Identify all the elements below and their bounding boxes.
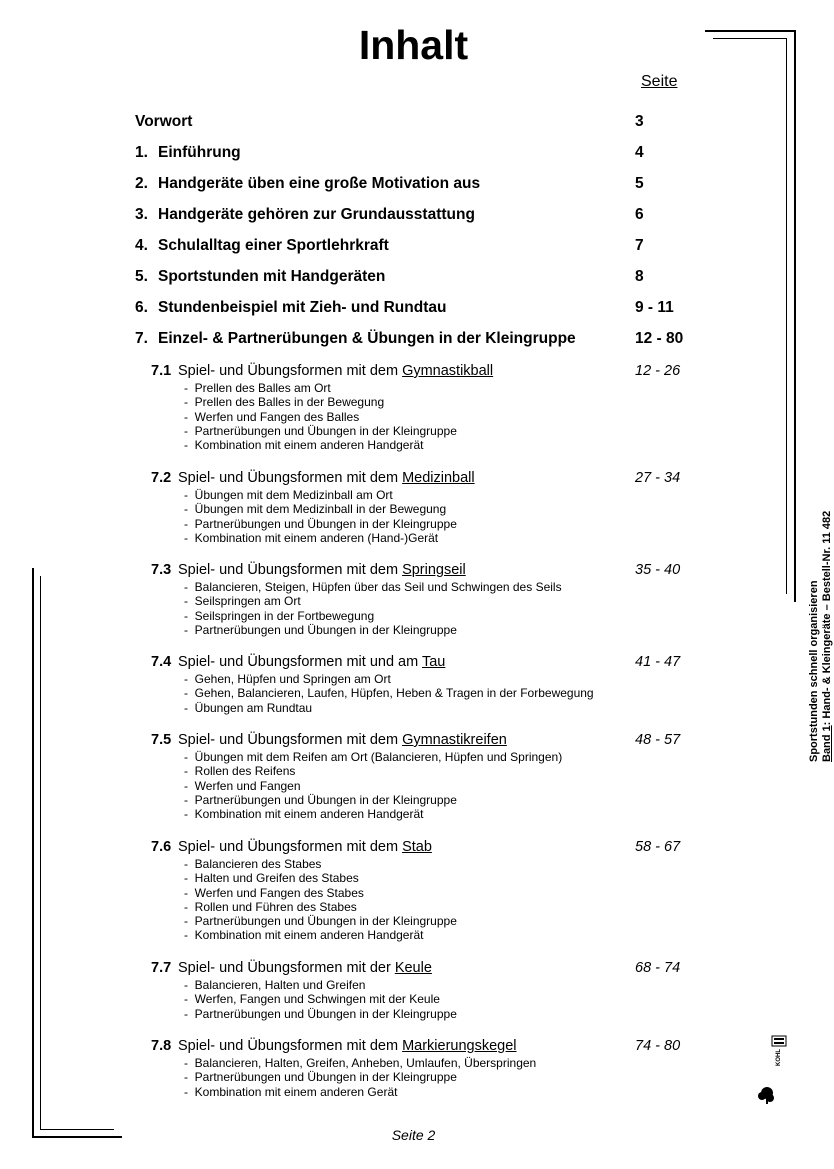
toc-entry-number: 2.: [135, 175, 148, 192]
toc-section-prefix: Spiel- und Übungsformen mit dem: [178, 562, 403, 578]
toc-section-heading: [151, 653, 711, 672]
toc-entry-page: 8: [635, 268, 644, 285]
toc-section: [151, 959, 711, 1021]
toc-section-items: [184, 750, 711, 821]
toc-section-heading: [151, 469, 711, 488]
toc-section-items: [184, 672, 711, 715]
volume-rest: : Hand- & Kleingeräte – Bestell-Nr. 11 482: [821, 510, 833, 726]
toc-subitem: - Seilspringen in der Fortbewegung: [184, 609, 711, 623]
toc-section-topic: Medizinball: [402, 470, 475, 486]
toc-subitem: - Übungen mit dem Reifen am Ort (Balancieren, Hüpfen und Springen): [184, 750, 711, 764]
toc-section-items: [184, 381, 711, 452]
toc-section-number: 7.1: [151, 363, 172, 379]
toc-subitem: - Werfen und Fangen des Stabes: [184, 886, 711, 900]
toc-section-prefix: Spiel- und Übungsformen mit dem: [178, 470, 403, 486]
toc-subitem: - Werfen, Fangen und Schwingen mit der Keule: [184, 992, 711, 1006]
toc-entry: [135, 236, 695, 256]
toc-entry: [135, 174, 695, 194]
frame-line: [786, 38, 787, 594]
toc-subitem: - Übungen mit dem Medizinball am Ort: [184, 488, 711, 502]
toc-entry-page: 6: [635, 206, 644, 223]
toc-section-number: 7.4: [151, 654, 172, 670]
toc-section-topic: Markierungskegel: [402, 1038, 517, 1054]
series-title: Sportstunden schnell organisieren: [808, 580, 820, 762]
toc-subitem: - Kombination mit einem anderen Handgerät: [184, 438, 711, 452]
toc-subitem: - Gehen, Balancieren, Laufen, Hüpfen, Heben & Tragen in der Forbewegung: [184, 686, 711, 700]
volume-label: Band 1: [821, 725, 833, 762]
toc-section-heading: [151, 362, 711, 381]
frame-line: [40, 576, 41, 1130]
toc-entry-page: 12 - 80: [635, 330, 684, 347]
toc-entry: [135, 329, 695, 349]
page-column-header: Seite: [641, 73, 678, 90]
publisher-sidebar: [808, 511, 834, 762]
toc-section-page: 27 - 34: [635, 470, 681, 486]
toc-entry-number: 1.: [135, 144, 148, 161]
toc-section-heading: [151, 561, 711, 580]
volume-info: [821, 511, 834, 762]
toc-subitem: - Kombination mit einem anderen Handgerät: [184, 928, 711, 942]
toc-entry: [135, 143, 695, 163]
toc-section-topic: Tau: [421, 654, 446, 670]
toc-section-number: 7.3: [151, 562, 172, 578]
toc-entry-number: 3.: [135, 206, 148, 223]
toc-entry-label: Einführung: [158, 144, 241, 161]
toc-subitem: - Werfen und Fangen: [184, 779, 711, 793]
toc-entry-page: 5: [635, 175, 644, 192]
toc-entry-page: 3: [635, 113, 644, 130]
toc-entry-label: Sportstunden mit Handgeräten: [158, 268, 386, 285]
toc-entry-label: Handgeräte gehören zur Grundausstattung: [158, 206, 475, 223]
toc-subitem: - Balancieren, Steigen, Hüpfen über das Seil und Schwingen des Seils: [184, 580, 711, 594]
toc-subitem: - Partnerübungen und Übungen in der Kleingruppe: [184, 623, 711, 637]
toc-entry: [135, 267, 695, 287]
toc-section-number: 7.6: [151, 839, 172, 855]
toc-entry-page: 4: [635, 144, 644, 161]
toc-section-items: [184, 857, 711, 943]
toc-entry-label: Vorwort: [135, 113, 193, 130]
toc-section-number: 7.2: [151, 470, 172, 486]
toc-section-page: 58 - 67: [635, 839, 681, 855]
toc-section-items: [184, 1056, 711, 1099]
toc-subitem: - Gehen, Hüpfen und Springen am Ort: [184, 672, 711, 686]
toc-subitem: - Kombination mit einem anderen Handgerät: [184, 807, 711, 821]
toc-subitem: - Partnerübungen und Übungen in der Kleingruppe: [184, 793, 711, 807]
frame-line: [794, 30, 796, 602]
toc-entry-page: 7: [635, 237, 644, 254]
toc-section: [151, 561, 711, 637]
toc-section-heading: [151, 1037, 711, 1056]
toc-section-heading: [151, 838, 711, 857]
toc-section-number: 7.5: [151, 732, 172, 748]
page-title: Inhalt: [358, 22, 469, 68]
toc-section-topic: Stab: [402, 839, 432, 855]
toc-section-page: 12 - 26: [635, 363, 681, 379]
toc-subitem: - Partnerübungen und Übungen in der Kleingruppe: [184, 517, 711, 531]
toc-section-page: 68 - 74: [635, 960, 681, 976]
toc-section-topic: Gymnastikball: [402, 363, 494, 379]
page-footer: Seite 2: [391, 1127, 436, 1143]
toc-entry-number: 4.: [135, 237, 148, 254]
toc-subitem: - Kombination mit einem anderen Gerät: [184, 1085, 711, 1099]
toc-section: [151, 731, 711, 821]
toc-subitem: - Balancieren, Halten und Greifen: [184, 978, 711, 992]
toc-entry-label: Stundenbeispiel mit Zieh- und Rundtau: [158, 299, 447, 316]
toc-subitem: - Seilspringen am Ort: [184, 594, 711, 608]
toc-subitem: - Prellen des Balles am Ort: [184, 381, 711, 395]
toc-subitem: - Übungen mit dem Medizinball in der Bewegung: [184, 502, 711, 516]
toc-subitem: - Werfen und Fangen des Balles: [184, 410, 711, 424]
toc-section-heading: [151, 731, 711, 750]
toc-subitem: - Partnerübungen und Übungen in der Kleingruppe: [184, 914, 711, 928]
toc-section-topic: Gymnastikreifen: [402, 732, 507, 748]
toc-section-prefix: Spiel- und Übungsformen mit dem: [178, 363, 403, 379]
toc-section-prefix: Spiel- und Übungsformen mit dem: [178, 732, 403, 748]
toc-entry: [135, 205, 695, 225]
toc-subitem: - Balancieren, Halten, Greifen, Anheben, Umlaufen, Überspringen: [184, 1056, 711, 1070]
toc-entry-number: 5.: [135, 268, 148, 285]
toc-section-page: 41 - 47: [635, 654, 681, 670]
toc-subitem: - Halten und Greifen des Stabes: [184, 871, 711, 885]
logo-text: KOHL: [776, 1049, 782, 1066]
toc-section: [151, 838, 711, 943]
toc-section-items: [184, 488, 711, 545]
toc-section-page: 74 - 80: [635, 1038, 681, 1054]
toc-section-topic: Springseil: [402, 562, 466, 578]
toc-entry-page: 9 - 11: [635, 299, 674, 316]
toc-section-heading: [151, 959, 711, 978]
toc-section-prefix: Spiel- und Übungsformen mit dem: [178, 1038, 403, 1054]
toc-section: [151, 469, 711, 545]
toc-subitem: - Partnerübungen und Übungen in der Kleingruppe: [184, 1070, 711, 1084]
toc-section-number: 7.8: [151, 1038, 172, 1054]
publisher-logo: [758, 1036, 788, 1106]
toc-subitem: - Balancieren des Stabes: [184, 857, 711, 871]
toc-section-page: 48 - 57: [635, 732, 681, 748]
toc-subitem: - Partnerübungen und Übungen in der Kleingruppe: [184, 1007, 711, 1021]
toc-section-prefix: Spiel- und Übungsformen mit dem: [178, 839, 403, 855]
toc-section-prefix: Spiel- und Übungsformen mit und am: [178, 654, 422, 670]
toc-subitem: - Rollen und Führen des Stabes: [184, 900, 711, 914]
toc-entry-number: 6.: [135, 299, 148, 316]
toc-subitem: - Prellen des Balles in der Bewegung: [184, 395, 711, 409]
toc-subitem: - Partnerübungen und Übungen in der Kleingruppe: [184, 424, 711, 438]
toc-subitem: - Kombination mit einem anderen (Hand-)Gerät: [184, 531, 711, 545]
toc-section-prefix: Spiel- und Übungsformen mit der: [178, 960, 395, 976]
toc-entry-label: Schulalltag einer Sportlehrkraft: [158, 237, 389, 254]
toc-entry: [135, 112, 695, 132]
toc-section-items: [184, 580, 711, 637]
toc-section: [151, 653, 711, 715]
toc-section-topic: Keule: [394, 960, 432, 976]
toc-section: [151, 362, 711, 452]
frame-line: [32, 568, 34, 1138]
toc-entry-number: 7.: [135, 330, 148, 347]
toc-entry: [135, 298, 695, 318]
toc-section-items: [184, 978, 711, 1021]
toc-section-page: 35 - 40: [635, 562, 681, 578]
toc-section: [151, 1037, 711, 1099]
toc-entry-label: Einzel- & Partnerübungen & Übungen in der Kleingruppe: [158, 330, 576, 347]
toc-section-number: 7.7: [151, 960, 172, 976]
toc-entry-label: Handgeräte üben eine große Motivation aus: [158, 175, 481, 192]
toc-subitem: - Übungen am Rundtau: [184, 701, 711, 715]
toc-subitem: - Rollen des Reifens: [184, 764, 711, 778]
